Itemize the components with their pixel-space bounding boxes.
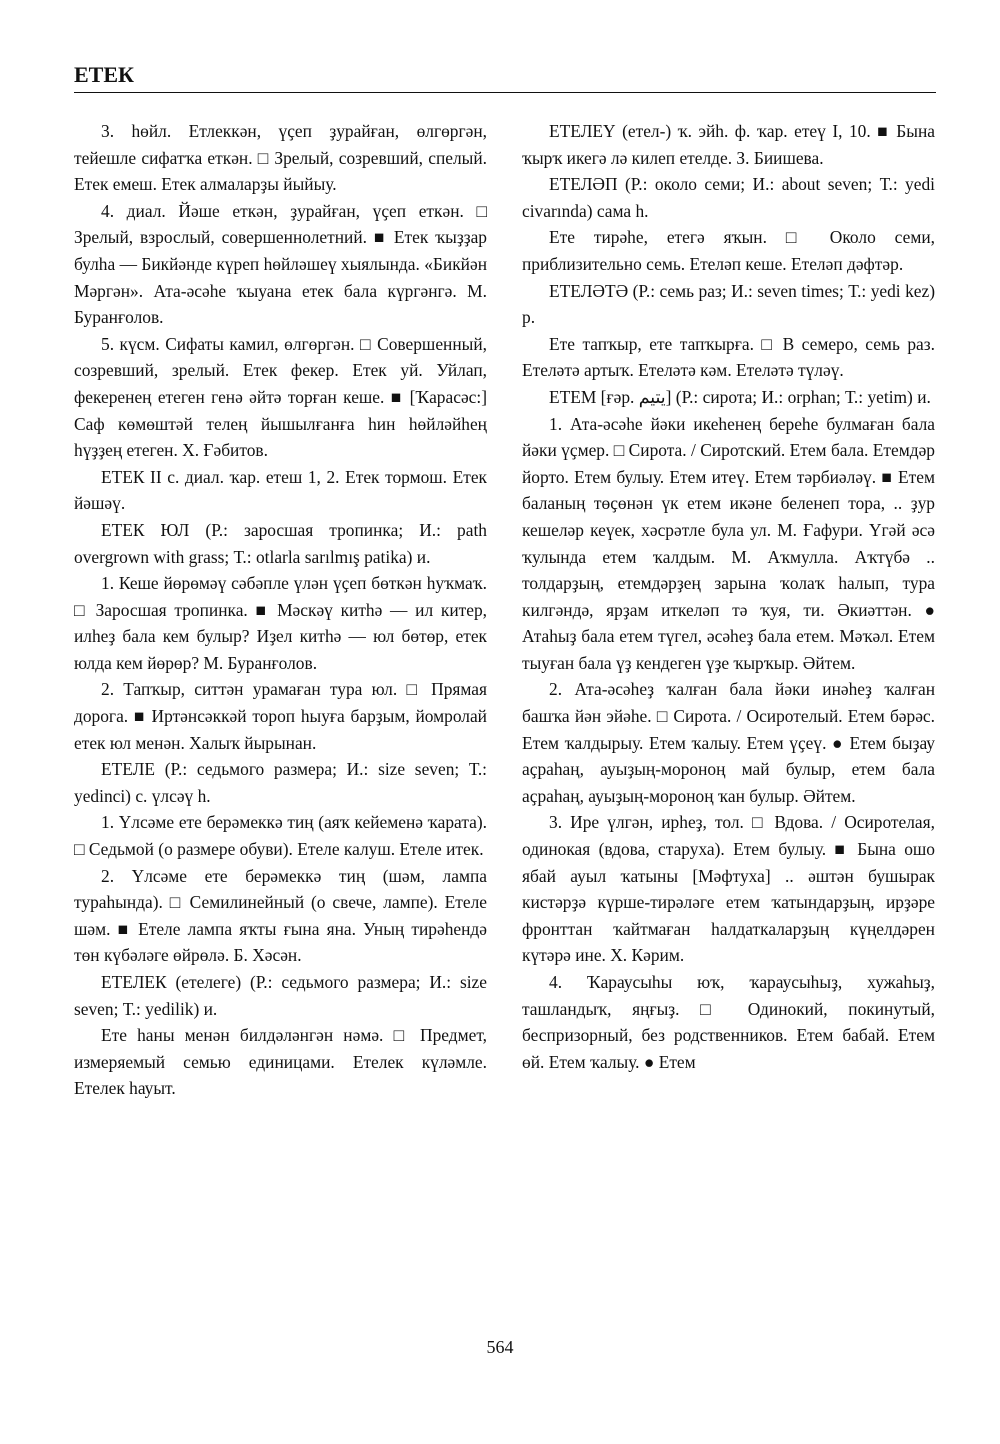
entry-paragraph: 2. Тапҡыр, ситтән урамаған тура юл. □ Прямая дорога. ■ Иртәнсәккәй тороп һыуға барҙым, йомролай етек юл менән. Халыҡ йырынан. [74,679,487,753]
page-header [74,62,936,93]
entry-paragraph: ЕТЕК ЮЛ (Р.: заросшая тропинка; И.: path overgrown with grass; Т.: otlarla sarılmış patika) и. [74,519,487,567]
right-column [522,118,935,1075]
entry-paragraph: 3. Ире үлгән, ирһеҙ, тол. □ Вдова. / Осиротелая, одинокая (вдова, старуха). Етем булыу. ■ Бына ошо ябай ауыл ҡатыны [Мәфтуха] .. әштән бушырак кистәрҙә күрше-тирәләге етем ҡатындарҙың, ирҙәре фронттан ҡайтмаған һалдаткаларҙың күңелдәрен күтәрә ине. Х. Кәрим. [522,812,935,966]
entry-paragraph: Ете тирәһе, етегә яҡын. □ Около семи, приблизительно семь. Етеләп кеше. Етеләп дәфтәр. [522,227,935,274]
entry-paragraph: ЕТЕЛӘП (Р.: около семи; И.: about seven; Т.: yedi civarında) сама һ. [522,174,935,221]
entry-paragraph: 3. һөйл. Етлеккән, үҫеп ҙурайған, өлгөргән, тейешле сифатҡа еткән. □ Зрелый, созревший, спелый. Етек емеш. Етек алмаларҙы йыйыу. [74,121,487,195]
entry-paragraph: 1. Ата-әсәһе йәки икеһенең береһе булмаған бала йәки үҫмер. □ Сирота. / Сиротский. Етем бала. Етемдәр йорто. Етем булыу. Етем итеү. Етем тәрбиәләү. ■ Етем баланың төҫөнән үк етем икәне беленеп тора, .. ҙур кешеләр кеүек, хәсрәтле була ул. М. Ғафури. Үгәй әсә ҡулында етем ҡалдым. М. Аҡмулла. Аҡтүбә .. толдарҙың, етемдәрҙең зарына ҡолаҡ һалып, тура килгәндә, ярҙам иткеләп тә ҡуя, ти. Әкиәттән. ● Атаһыҙ бала етем түгел, әсәһеҙ бала етем. Мәҡәл. Етем тыуған бала үҙ кендеген үҙе ҡырҡыр. Әйтем. [522,413,935,673]
entry-paragraph: ЕТЕМ [ғәр. يتيم] (Р.: сирота; И.: orphan; Т.: yetim) и. [549,386,931,407]
entry-paragraph: ЕТЕК II с. диал. ҡар. етеш 1, 2. Етек тормош. Етек йәшәү. [74,466,487,514]
left-column [74,118,487,1102]
entry-paragraph: ЕТЕЛӘТӘ (Р.: семь раз; И.: seven times; Т.: yedi kez) р. [522,280,935,328]
entry-paragraph: ЕТЕЛЕ (Р.: седьмого размера; И.: size seven; Т.: yedinci) с. үлсәү һ. [74,759,487,806]
entry-paragraph: 4. Ҡараусыһы юҡ, ҡараусыһыҙ, хужаһыҙ, ташландыҡ, яңғыҙ. □ Одинокий, покинутый, беспризорный, без родственников. Етем бабай. Етем өй. Етем ҡалыу. ● Етем [522,972,935,1072]
entry-paragraph: 4. диал. Йәше еткән, ҙурайған, үҫеп еткән. □ Зрелый, взрослый, совершеннолетний. ■ Етек ҡыҙҙар булһа — Бикйәнде күреп һөйләшеү хыялында. «Бикйән Мәргән». Ата-әсәһе ҡыуана етек бала күргәнгә. М. Буранғолов. [74,200,487,328]
entry-paragraph: 1. Үлсәме ете берәмеккә тиң (аяҡ кейеменә ҡарата). □ Седьмой (о размере обуви). Етеле калуш. Етеле итек. [74,812,487,860]
entry-paragraph: 1. Кеше йөрөмәү сәбәпле үлән үҫеп бөткән һуҡмаҡ. □ Заросшая тропинка. ■ Мәскәү китһә — ил китер, илһеҙ бала кем булыр? Иҙел китһә — юл бөтөр, етек юлда кем йөрөр? М. Буранғолов. [74,573,487,673]
entry-paragraph: ЕТЕЛЕҮ (етел-) ҡ. эйһ. ф. ҡар. етеү I, 10. ■ Бына ҡырҡ икегә лә килеп етелде. З. Биишева. [522,121,935,168]
entry-paragraph: 2. Үлсәме ете берәмеккә тиң (шәм, лампа тураһында). □ Семилинейный (о свече, лампе). Етеле шәм. ■ Етеле лампа яҡты ғына яна. Уның тирәһендә төн күбәләге өйрөлә. Б. Хәсән. [74,865,487,966]
entry-paragraph: 5. күсм. Сифаты камил, өлгөргән. □ Совершенный, созревший, зрелый. Етек фекер. Етек уй. Уйлап, фекеренең етеген генә әйтә торған кеше. ■ [Ҡарасәс:] Саф көмөштәй телең йышылғанға һин һөйләйһең һүҙҙең етеген. Х. Ғәбитов. [74,333,487,461]
entry-paragraph: ЕТЕЛЕК (етелеге) (Р.: седьмого размера; И.: size seven; Т.: yedilik) и. [74,972,487,1019]
page-number-text: 564 [486,1337,514,1357]
entry-paragraph: Ете тапҡыр, ете тапҡырға. □ В семеро, семь раз. Етеләтә артыҡ. Етеләтә кәм. Етеләтә түләү. [522,333,935,381]
entry-paragraph: Ете һаны менән билдәләнгән нәмә. □ Предмет, измеряемый семью единицами. Етелек күләмле. Етелек һауыт. [74,1025,487,1099]
entry-paragraph: 2. Ата-әсәһеҙ ҡалған бала йәки инәһеҙ ҡалған башҡа йән эйәһе. □ Сирота. / Осиротелый. Етем бәрәс. Етем ҡалдырыу. Етем ҡалыу. Етем үҫеү. ● Етем быҙау аҫраһаң, ауыҙың-мороноң май булыр, етем бала аҫраһаң, ауыҙың-мороноң ҡан булыр. Әйтем. [522,679,935,806]
page-number [0,1335,1000,1359]
header-title: ЕТЕК [74,62,134,87]
